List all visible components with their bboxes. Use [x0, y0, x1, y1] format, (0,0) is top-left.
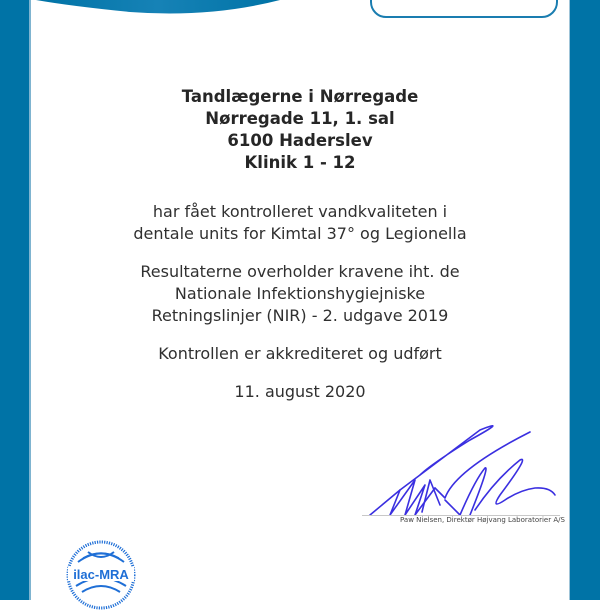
compliance-line: Resultaterne overholder kravene iht. de [140, 262, 460, 281]
signature-image [360, 420, 560, 525]
certificate-date: 11. august 2020 [234, 382, 366, 401]
statement-line: har fået kontrolleret vandkvaliteten i [152, 202, 448, 221]
statement-line: dentale units for Kimtal 37° og Legionella [133, 224, 467, 243]
certificate-body [31, 86, 569, 403]
compliance [31, 261, 569, 327]
signer-name: Paw Nielsen, Direktør Højvang Laboratorier A/S [400, 516, 565, 524]
accreditation-text: Kontrollen er akkrediteret og udført [158, 344, 442, 363]
right-border [569, 0, 600, 600]
compliance-line: Nationale Infektionshygiejniske [174, 284, 426, 303]
address-line: Klinik 1 - 12 [244, 153, 356, 172]
left-border [0, 0, 31, 600]
address-line: Nørregade 11, 1. sal [205, 109, 395, 128]
compliance-line: Retningslinjer (NIR) - 2. udgave 2019 [151, 306, 449, 325]
address-line: Tandlægerne i Nørregade [181, 87, 419, 106]
svg-text:ilac-MRA: ilac-MRA [73, 567, 129, 582]
recipient-address [31, 86, 569, 174]
statement [31, 201, 569, 245]
address-line: 6100 Haderslev [227, 131, 373, 150]
header-badge-frame [370, 0, 558, 18]
